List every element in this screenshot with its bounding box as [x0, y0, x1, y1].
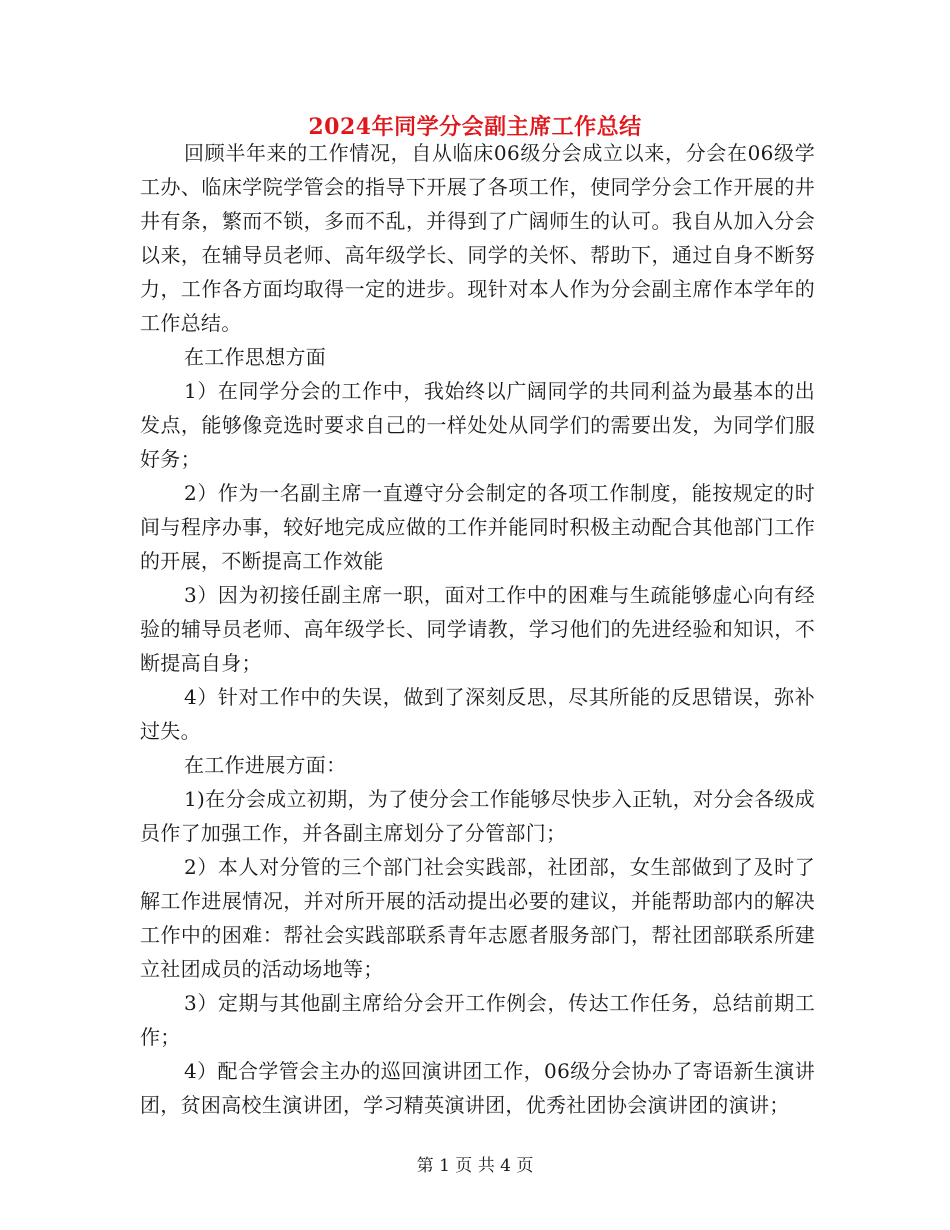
paragraph-progress-3: 3）定期与其他副主席给分会开工作例会，传达工作任务，总结前期工作；: [140, 991, 815, 1049]
section-heading-thought: 在工作思想方面: [184, 345, 327, 369]
document-body: [140, 136, 815, 1122]
paragraph-thought-1: 1）在同学分会的工作中，我始终以广阔同学的共同利益为最基本的出发点，能够像竞选时要求自己的一样处处从同学们的需要出发，为同学们服好务；: [140, 379, 815, 471]
paragraph-thought-2: 2）作为一名副主席一直遵守分会制定的各项工作制度，能按规定的时间与程序办事，较好地完成应做的工作并能同时积极主动配合其他部门工作的开展，不断提高工作效能: [140, 481, 815, 573]
paragraph-thought-3: 3）因为初接任副主席一职，面对工作中的困难与生疏能够虚心向有经验的辅导员老师、高年级学长、同学请教，学习他们的先进经验和知识，不断提高自身；: [140, 583, 815, 675]
page-footer: [0, 1153, 950, 1179]
document-title: 2024年同学分会副主席工作总结: [308, 114, 642, 140]
section-heading-progress: 在工作进展方面：: [184, 753, 347, 777]
paragraph-progress-4: 4）配合学管会主办的巡回演讲团工作，06级分会协办了寄语新生演讲团，贫困高校生演讲团，学习精英演讲团，优秀社团协会演讲团的演讲；: [140, 1059, 815, 1117]
paragraph-thought-4: 4）针对工作中的失误，做到了深刻反思，尽其所能的反思错误，弥补过失。: [140, 685, 815, 743]
page-number-label: 第 1 页 共 4 页: [416, 1156, 534, 1176]
paragraph-progress-2: 2）本人对分管的三个部门社会实践部，社团部，女生部做到了及时了解工作进展情况，并对所开展的活动提出必要的建议，并能帮助部内的解决工作中的困难：帮社会实践部联系青年志愿者服务部门，帮社团部联系所建立社团成员的活动场地等；: [140, 855, 815, 981]
paragraph-intro: 回顾半年来的工作情况，自从临床06级分会成立以来，分会在06级学工办、临床学院学管会的指导下开展了各项工作，使同学分会工作开展的井井有条，繁而不锁，多而不乱，并得到了广阔师生的认可。我自从加入分会以来，在辅导员老师、高年级学长、同学的关怀、帮助下，通过自身不断努力，工作各方面均取得一定的进步。现针对本人作为分会副主席作本学年的工作总结。: [140, 141, 815, 335]
paragraph-progress-1: 1)在分会成立初期，为了使分会工作能够尽快步入正轨，对分会各级成员作了加强工作，并各副主席划分了分管部门；: [140, 787, 815, 845]
